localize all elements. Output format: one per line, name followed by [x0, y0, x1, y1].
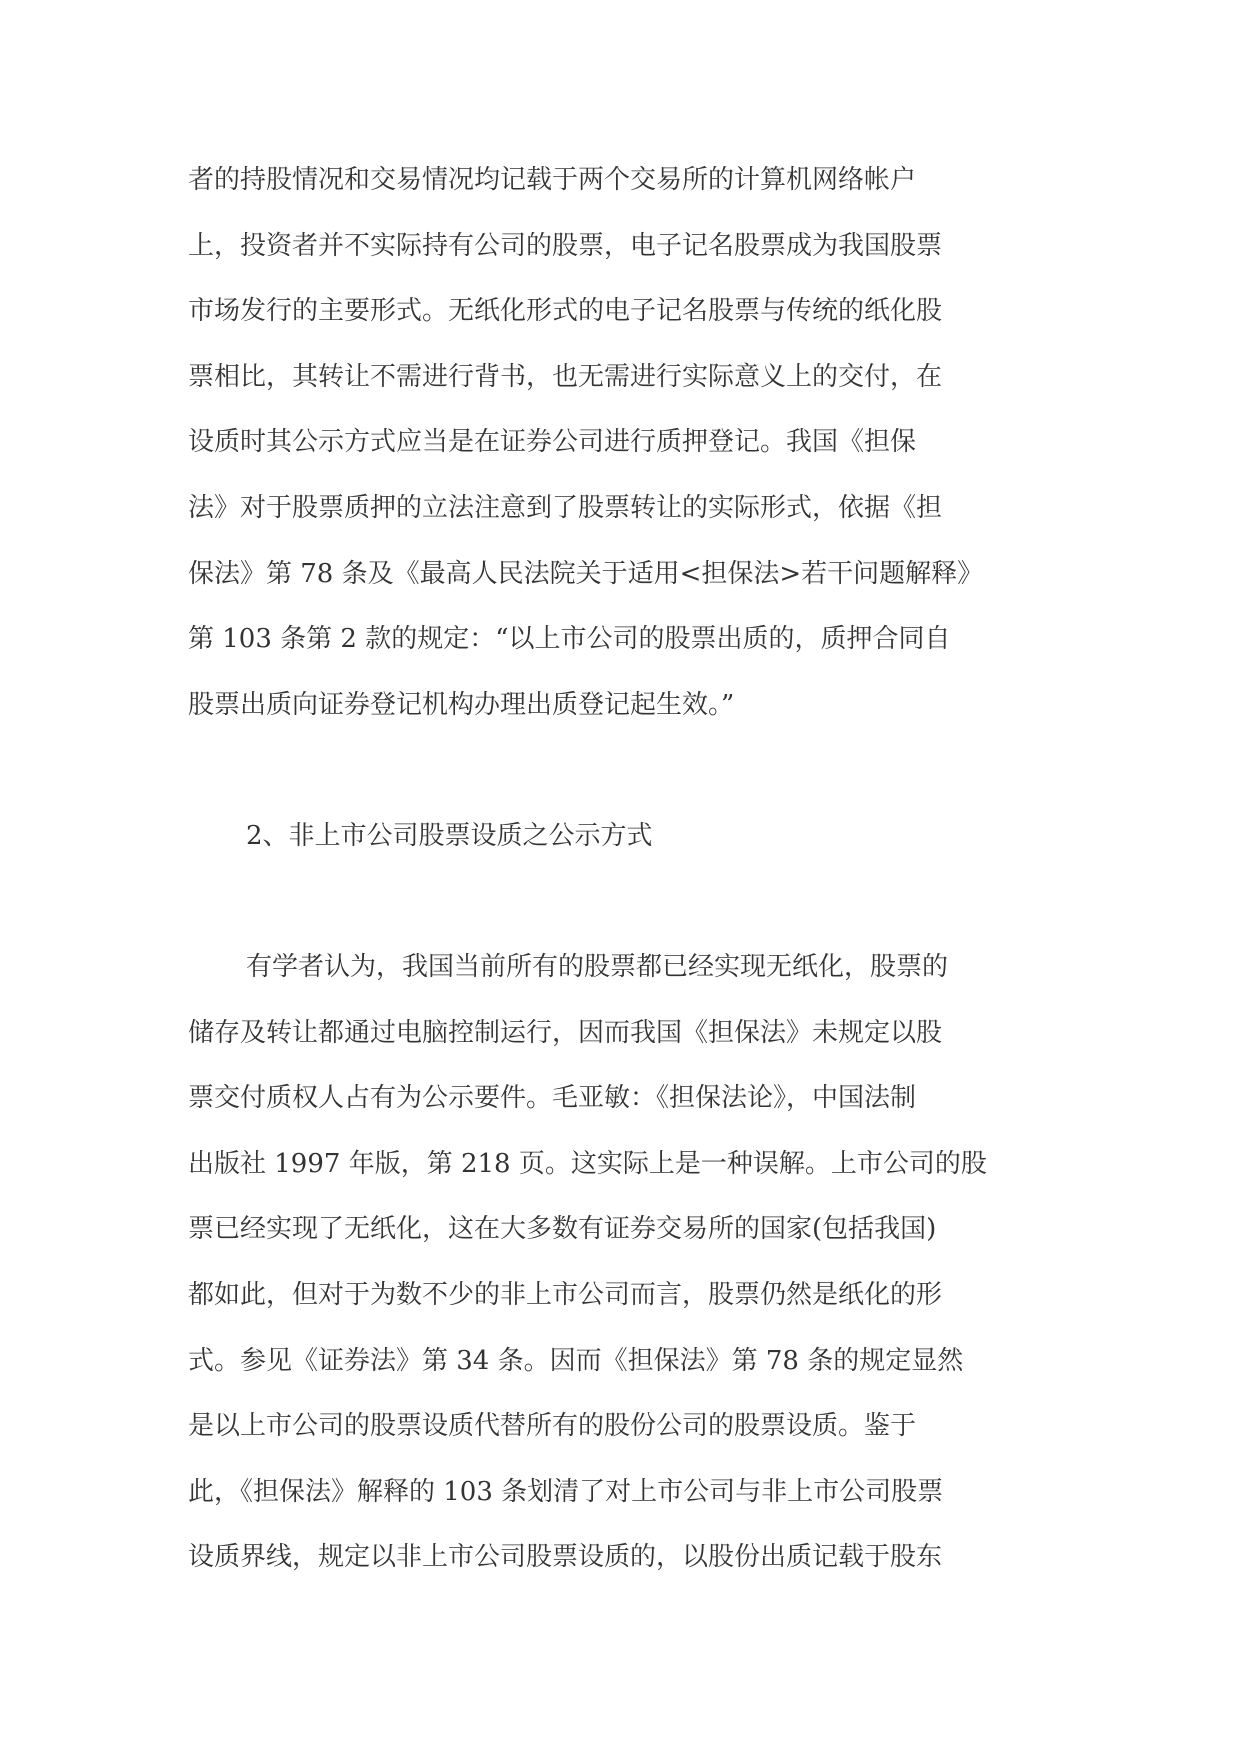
text-line: 上，投资者并不实际持有公司的股票，电子记名股票成为我国股票	[188, 230, 943, 261]
text-line: 保法》第 78 条及《最高人民法院关于适用<担保法>若干问题解释》	[188, 558, 984, 589]
text-line: 都如此，但对于为数不少的非上市公司而言，股票仍然是纸化的形	[188, 1279, 943, 1310]
text-line: 票已经实现了无纸化，这在大多数有证券交易所的国家(包括我国)	[188, 1214, 937, 1245]
text-line: 设质界线，规定以非上市公司股票设质的，以股份出质记载于股东	[188, 1542, 943, 1573]
text-line: 是以上市公司的股票设质代替所有的股份公司的股票设质。鉴于	[188, 1411, 917, 1442]
text-line: 第 103 条第 2 款的规定：“以上市公司的股票出质的，质押合同自	[188, 624, 951, 655]
text-line: 票交付质权人占有为公示要件。毛亚敏：《担保法论》，中国法制	[188, 1083, 917, 1114]
text-line: 法》对于股票质押的立法注意到了股票转让的实际形式，依据《担	[188, 492, 943, 523]
paragraph-2	[188, 935, 1068, 1591]
text-line: 市场发行的主要形式。无纸化形式的电子记名股票与传统的纸化股	[188, 296, 943, 327]
text-line: 设质时其公示方式应当是在证券公司进行质押登记。我国《担保	[188, 427, 917, 458]
text-line: 有学者认为，我国当前所有的股票都已经实现无纸化，股票的	[246, 952, 949, 982]
text-line: 式。参见《证券法》第 34 条。因而《担保法》第 78 条的规定显然	[188, 1345, 964, 1376]
section-heading-block	[188, 804, 1068, 870]
text-line: 股票出质向证券登记机构办理出质登记起生效。”	[188, 689, 735, 720]
text-line: 者的持股情况和交易情况均记载于两个交易所的计算机网络帐户	[188, 165, 917, 195]
section-heading: 2、非上市公司股票设质之公示方式	[246, 821, 653, 851]
text-line: 此，《担保法》解释的 103 条划清了对上市公司与非上市公司股票	[188, 1476, 944, 1507]
text-line: 票相比，其转让不需进行背书，也无需进行实际意义上的交付，在	[188, 361, 943, 392]
text-line: 出版社 1997 年版，第 218 页。这实际上是一种误解。上市公司的股	[188, 1148, 987, 1179]
paragraph-1	[188, 148, 1068, 738]
text-line: 储存及转让都通过电脑控制运行，因而我国《担保法》未规定以股	[188, 1017, 943, 1048]
